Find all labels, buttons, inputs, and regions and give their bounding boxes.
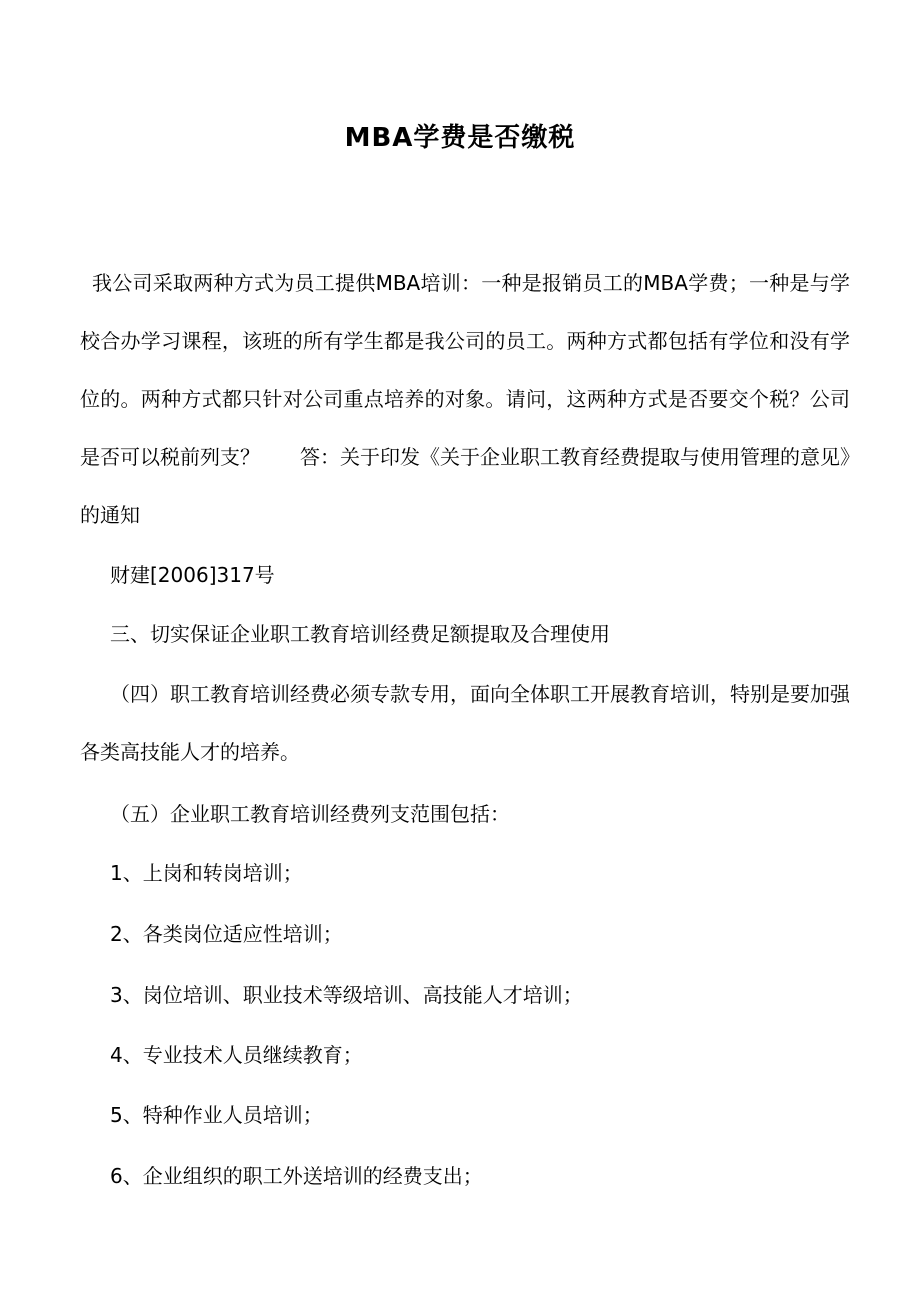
- list-item: 2、各类岗位适应性培训；: [110, 922, 343, 946]
- section-heading: 三、切实保证企业职工教育培训经费足额提取及合理使用: [110, 622, 610, 646]
- list-item: 1、上岗和转岗培训；: [110, 861, 303, 885]
- intro-paragraph: 我公司采取两种方式为员工提供MBA培训：一种是报销员工的MBA学费；一种是与学校合办学习课程，该班的所有学生都是我公司的员工。两种方式都包括有学位和没有学位的。两种方式都只针对公司重点培养的对象。请问，这两种方式是否要交个税？公司是否可以税前列支？ 答：关于印发《关于企业职工教育经费提取与使用管理的意见》的通知: [80, 271, 850, 527]
- list-item: 4、专业技术人员继续教育；: [110, 1043, 363, 1067]
- paragraph-five: （五）企业职工教育培训经费列支范围包括：: [110, 802, 510, 826]
- paragraph-four: （四）职工教育培训经费必须专款专用，面向全体职工开展教育培训，特别是要加强各类高技能人才的培养。: [80, 682, 850, 764]
- document-number: 财建[2006]317号: [110, 563, 275, 587]
- list-item: 5、特种作业人员培训；: [110, 1103, 323, 1127]
- document-title: MBA学费是否缴税: [344, 123, 576, 153]
- list-item: 3、岗位培训、职业技术等级培训、高技能人才培训；: [110, 983, 583, 1007]
- list-item: 6、企业组织的职工外送培训的经费支出；: [110, 1164, 483, 1188]
